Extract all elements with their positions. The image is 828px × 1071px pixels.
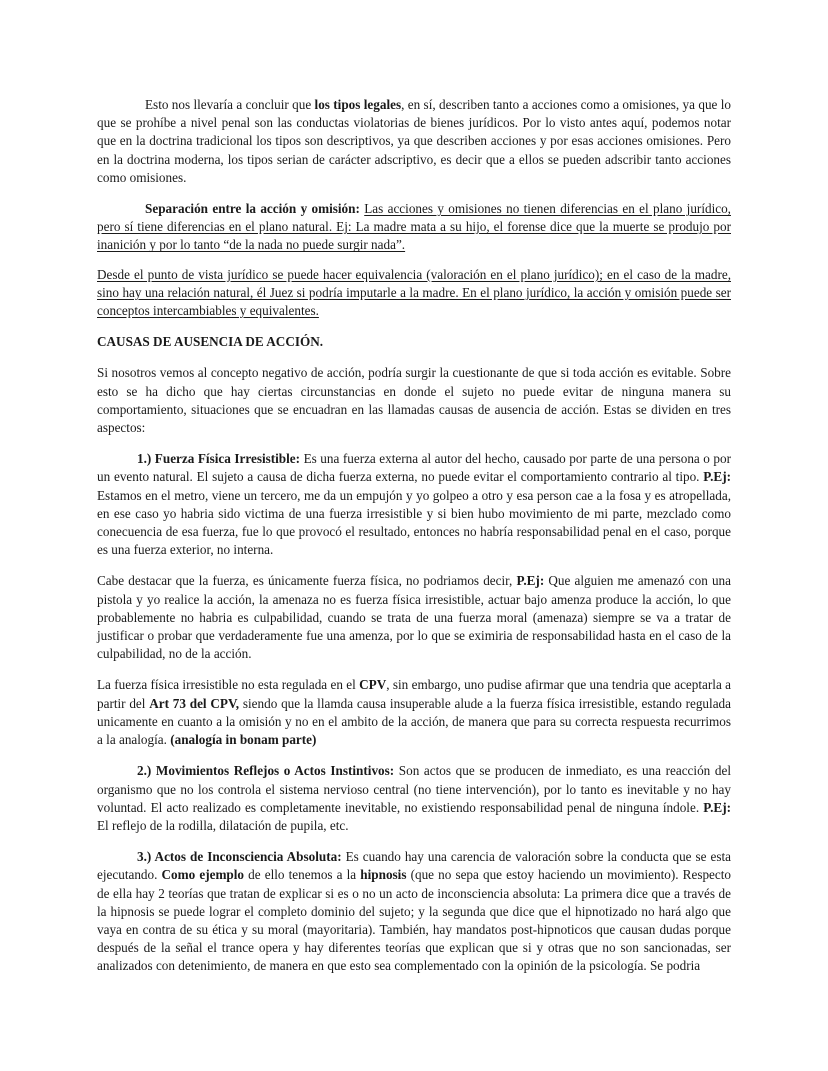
bold-text: los tipos legales	[314, 97, 402, 112]
paragraph-fuerza-fisica: 1.) Fuerza Física Irresistible: Es una fuerza externa al autor del hecho, causado por parte de una persona o por un evento natural. El sujeto a causa de dicha fuerza externa, no puede evitar el comportamiento contrario al tipo. P.Ej: Estamos en el metro, viene un tercero, me da un empujón y yo golpeo a otro y esa person cae a la fosa y es atropellada, en ese caso yo habria sido victima de una fuerza irresistible y si bien hubo movimiento de mi parte, mezclado como conecuencia de esa fuerza, fue lo que provocó el resultado, entonces no habría responsabilidad penal en el caso, porque es una fuerza exterior, no interna.	[97, 451, 731, 558]
bold-text: P.Ej:	[516, 573, 545, 589]
bold-text: 2.) Movimientos Reflejos o Actos Instintivos:	[137, 763, 395, 779]
bold-text: 3.) Actos de Inconsciencia Absoluta:	[137, 849, 342, 865]
section-heading: CAUSAS DE AUSENCIA DE ACCIÓN.	[97, 334, 324, 350]
paragraph-punto-de-vista-juridico	[97, 266, 731, 321]
bold-text: 1.) Fuerza Física Irresistible:	[137, 451, 301, 467]
paragraph-concepto-negativo: Si nosotros vemos al concepto negativo de acción, podría surgir la cuestionante de que si toda acción es evitable. Sobre esto se ha dicho que hay ciertas circunstancias en donde el sujeto no puede evitar de ninguna manera su comportamiento, situaciones que se encuadran en las llamadas causas de ausencia de acción. Estas se dividen en tres aspectos:	[97, 365, 731, 436]
bold-text: CPV	[359, 677, 387, 693]
bold-text: Art 73 del CPV,	[149, 695, 240, 711]
bold-text: P.Ej:	[703, 469, 731, 485]
paragraph-cpv: La fuerza física irresistible no esta regulada en el CPV, sin embargo, uno pudise afirmar que una tendria que aceptarla a partir del Art 73 del CPV, siendo que la llamda causa insuperable alude a la fuerza física irresistible, estando regulada unicamente en cuanto a la omisión y no en el ambito de la acción, de manera que para su correcta respuesta recurrimos a la analogía. (analogía in bonam parte)	[97, 677, 731, 748]
paragraph-separacion	[97, 200, 731, 255]
bold-text: P.Ej:	[703, 799, 731, 815]
bold-text: hipnosis	[360, 867, 407, 883]
document-page	[97, 96, 731, 989]
underlined-text: Las acciones y omisiones no tienen diferencias en el plano jurídico, pero sí tiene diferencias en el plano natural. Ej: La madre mata a su hijo, el forense dice que la muerte se produjo por inanición y por lo tanto “de la nada no puede surgir nada”.	[97, 201, 731, 253]
paragraph-movimientos-reflejos: 2.) Movimientos Reflejos o Actos Instintivos: Son actos que se producen de inmediato, es una reacción del organismo que no los controla el sistema nervioso central (no tiene intervención), por lo tanto es inevitable y no hay voluntad. El acto realizado es completamente inevitable, no existiendo responsabilidad penal de ninguna índole. P.Ej: El reflejo de la rodilla, dilatación de pupila, etc.	[97, 763, 731, 833]
bold-text: (analogía in bonam parte)	[170, 732, 317, 748]
bold-text: Como ejemplo	[161, 867, 245, 883]
paragraph-tipos-legales: Esto nos llevaría a concluir que los tipos legales, en sí, describen tanto a acciones como a omisiones, ya que lo que se prohíbe a nivel penal son las conductas violatorias de bienes jurídicos. Por lo visto antes aquí, podemos notar que en la doctrina tradicional los tipos son descriptivos, ya que describen acciones y por esas acciones omisiones. Pero en la doctrina moderna, los tipos serian de carácter adscriptivo, es decir que a ellos se pueden adscribir tanto acciones como omisiones.	[97, 97, 732, 185]
bold-text: Separación entre la acción y omisión:	[145, 201, 360, 217]
paragraph-fuerza-unicamente-fisica: Cabe destacar que la fuerza, es únicamente fuerza física, no podriamos decir, P.Ej: Que alguien me amenazó con una pistola y yo realice la acción, la amenaza no es fuerza física irresistible, actuar bajo amenza produce la acción, lo que probablemente no habria es culpabilidad, cuando se trata de una fuerza moral (amenaza) siempre se va a tratar de justificar o probar que verdaderamente fue una amenza, por lo que se eximiria de responsabilidad hasta en el caso de la culpabilidad, no de la acción.	[97, 573, 732, 662]
paragraph-inconsciencia-absoluta: 3.) Actos de Inconsciencia Absoluta: Es cuando hay una carencia de valoración sobre la conducta que se esta ejecutando. Como ejemplo de ello tenemos a la hipnosis (que no sepa que estoy haciendo un movimiento). Respecto de ella hay 2 teorías que tratan de explicar si es o no un acto de inconsciencia absoluta: La primera dice que a través de la hipnosis se puede lograr el completo dominio del sujeto; y la segunda que dice que el hipnotizado no hará algo que vaya en contra de su ética y su moral (mayoritaria). También, hay mandatos post-hipnoticos que causan dudas porque después de la señal el trance opera y hay diferentes teorías que explican que si y otras que no son sancionadas, ser analizados con detenimiento, de manera en que esto sea complementado con la opinión de la psicología. Se podria	[97, 849, 732, 974]
underlined-text: Desde el punto de vista jurídico se puede hacer equivalencia (valoración en el plano jurídico); en el caso de la madre, sino hay una relación natural, él Juez si podría imputarle a la madre. En el plano jurídico, la acción y omisión puede ser conceptos intercambiables y equivalentes.	[97, 266, 731, 319]
